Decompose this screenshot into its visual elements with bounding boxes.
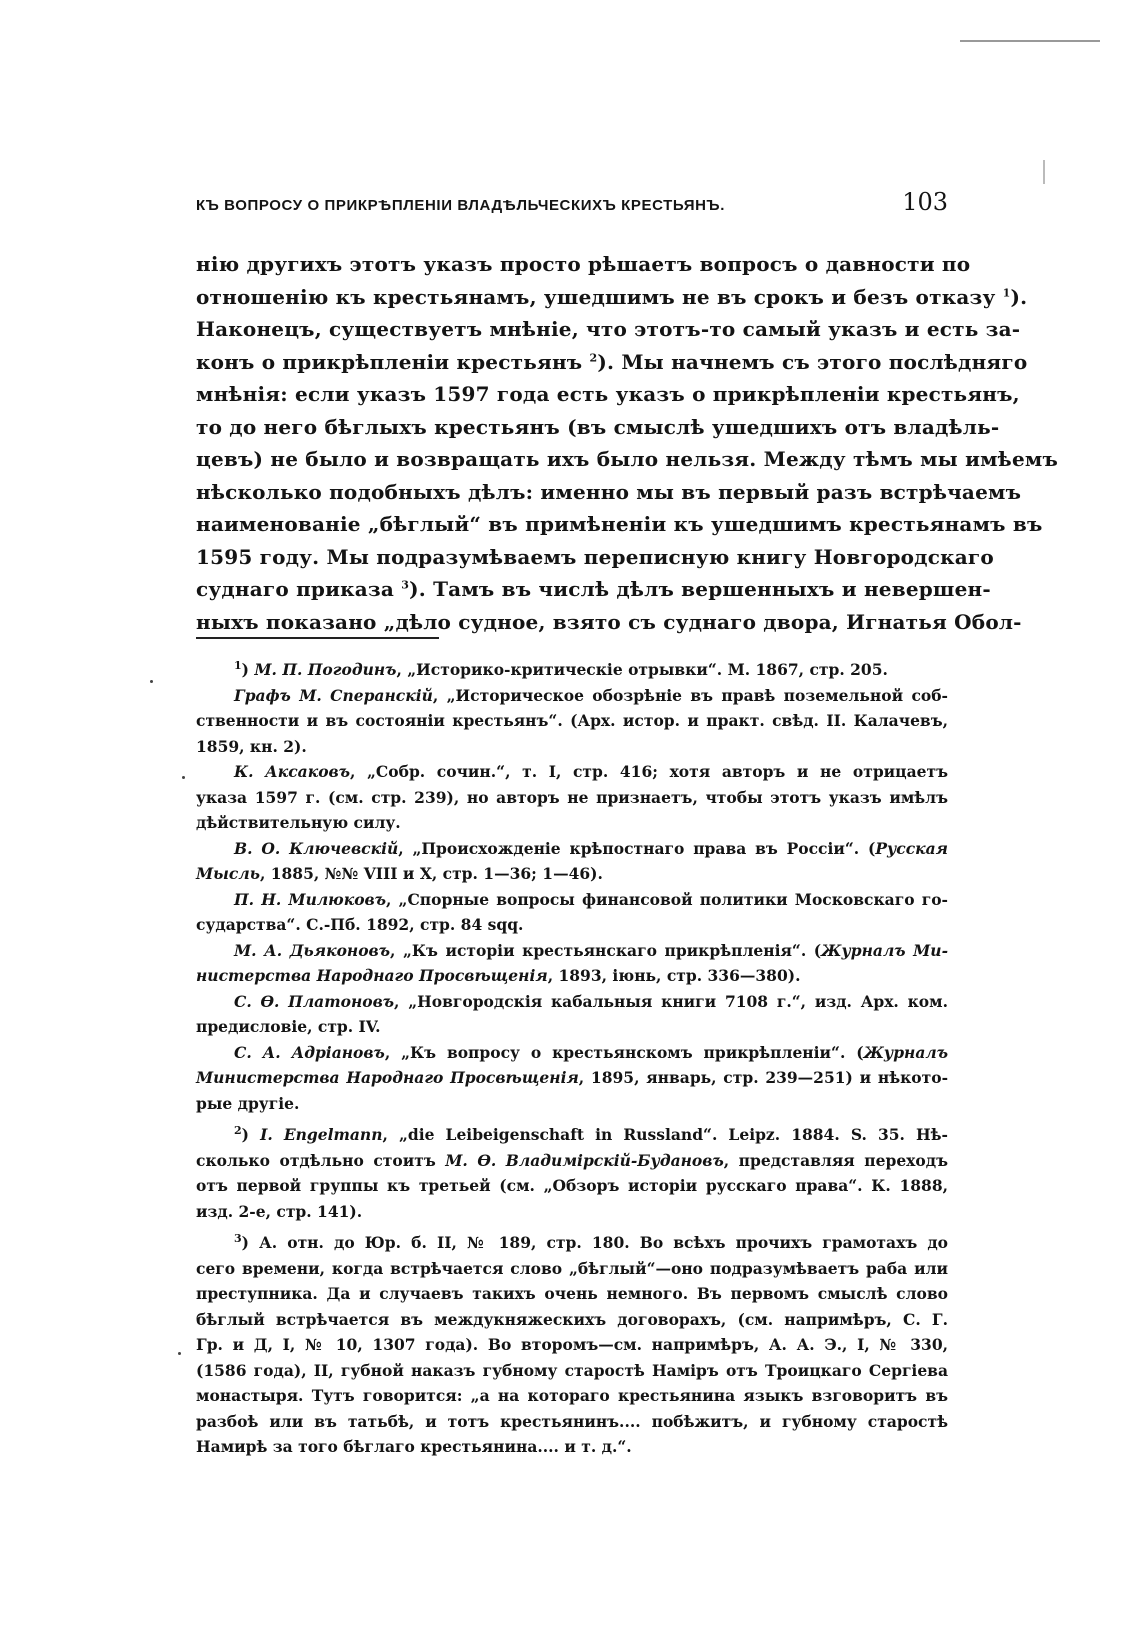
author: М. П. Погодинъ xyxy=(254,660,397,679)
author: П. Н. Милюковъ xyxy=(234,889,386,909)
scan-speck xyxy=(150,680,153,683)
footnote-ref: 3 xyxy=(401,578,410,592)
text-line: мнѣнія: если указъ 1597 года есть указъ о прикрѣпленіи крестьянъ, xyxy=(196,382,1020,406)
text-line: наименованіе „бѣглый“ въ примѣненіи къ ушедшимъ крестьянамъ въ xyxy=(196,512,1043,536)
footnote-3: $^3$) А. отн. до Юр. б. II, № 189, стр. 180. Во всѣхъ прочихъ грамотахъ до сего времени, когда встрѣчается слово „бѣглый“—оно подразумѣваетъ раба или преступника. Да и случаевъ такихъ очень немного. Въ первомъ смыслѣ слово бѣглый встрѣчается въ междукняжескихъ договорахъ, (см. напримѣръ, С. Г. Гр. и Д, I, № 10, 1307 года). Во второмъ—см. напримѣръ, А. А. Э., I, № 330, (1586 года), II, губной наказъ губному старостѣ Наміръ отъ Троицкаго Сергіева монастыря. Тутъ говорится: „а на котораго крестьянина языкъ взговоритъ въ разбоѣ или въ татьбѣ, и тотъ крестьянинъ.... побѣжитъ, и губному старостѣ Намирѣ за того бѣглаго крестьянина.... и т. д.“. xyxy=(196,1231,948,1456)
author: М. Ѳ. Владимірскій-Будановъ xyxy=(445,1150,724,1170)
page-number: 103 xyxy=(902,188,948,216)
footnotes xyxy=(196,657,948,1466)
running-title: КЪ ВОПРОСУ О ПРИКРѢПЛЕНІИ ВЛАДѢЛЬЧЕСКИХЪ КРЕСТЬЯНЪ. xyxy=(196,197,725,214)
text-line: конъ о прикрѣпленіи крестьянъ $^2$). Мы начнемъ съ этого послѣдняго xyxy=(196,349,1028,374)
scan-speck xyxy=(178,1352,181,1355)
scan-edge-mark xyxy=(1043,160,1045,184)
author: С. А. Адріановъ xyxy=(234,1042,385,1062)
author: С. Ѳ. Платоновъ xyxy=(234,991,395,1011)
scan-speck xyxy=(182,776,185,779)
footnote-ref: 1 xyxy=(1002,285,1011,299)
footnote-mark: 1 xyxy=(234,658,242,672)
text-line: цевъ) не было и возвращать ихъ было нельзя. Между тѣмъ мы имѣемъ xyxy=(196,447,1058,471)
author: К. Аксаковъ xyxy=(234,762,350,781)
footnote-2: $^2$) I. Engelmann, „die Leibeigenschaft in Russland“. Leipz. 1884. S. 35. Нѣ- сколько отдѣльно стоитъ М. Ѳ. Владимірскій-Будановъ, представляя переходъ отъ первой группы къ третьей (см. „Обзоръ исторіи русскаго права“. К. 1888, изд. 2-е, стр. 141). xyxy=(196,1123,948,1221)
footnote-1: $^1$) М. П. Погодинъ, „Историко-критическіе отрывки“. М. 1867, стр. 205. Графъ М. Сперанскій, „Историческое обозрѣніе въ правѣ поземельной соб- ственности и въ состояніи крестьянъ“. (Арх. истор. и практ. свѣд. II. Калачевъ, 1859, кн. 2). К. Аксаковъ, „Собр. сочин.“, т. I, стр. 416; хотя авторъ и не отрицаетъ указа 1597 г. (см. стр. 239), но авторъ не признаетъ, чтобы этотъ указъ имѣлъ дѣйствительную силу. В. О. Ключевскій, „Происхожденіе крѣпостнаго права въ Россіи“. (Русская Мысль, 1885, №№ VIII и X, стр. 1—36; 1—46). П. Н. Милюковъ, „Спорные вопросы финансовой политики Московскаго го- сударства“. С.-Пб. 1892, стр. 84 sqq. М. А. Дьяконовъ, „Къ исторіи крестьянскаго прикрѣпленія“. (Журналъ Ми- нистерства Народнаго Просвѣщенія, 1893, іюнь, стр. 336—380). С. Ѳ. Платоновъ, „Новгородскія кабальныя книги 7108 г.“, изд. Арх. ком. предисловіе, стр. IV. С. А. Адріановъ, „Къ вопросу о крестьянскомъ прикрѣпленіи“. (Журналъ Министерства Народнаго Просвѣщенія, 1895, январь, стр. 239—251) и нѣкото- рые другіе. xyxy=(196,658,949,1113)
text-line: ныхъ показано „дѣло судное, взято съ суднаго двора, Игнатья Обол- xyxy=(196,609,1022,634)
text-line: нію другихъ этотъ указъ просто рѣшаетъ вопросъ о давности по xyxy=(196,252,971,276)
footnote-mark: 2 xyxy=(234,1123,242,1137)
author: Графъ М. Сперанскій xyxy=(234,685,433,705)
text-line: Наконецъ, существуетъ мнѣніе, что этотъ-то самый указъ и есть за- xyxy=(196,317,1021,341)
footnote-ref: 2 xyxy=(589,350,598,364)
main-text xyxy=(196,248,1058,638)
author: В. О. Ключевскій xyxy=(234,838,399,858)
scan-edge-line xyxy=(960,40,1100,42)
text-line: нѣсколько подобныхъ дѣлъ: именно мы въ первый разъ встрѣчаемъ xyxy=(196,479,1022,504)
page-header xyxy=(196,188,948,222)
author: М. А. Дьяконовъ xyxy=(234,940,390,960)
footnote-divider xyxy=(196,637,439,639)
text-line: 1595 году. Мы подразумѣваемъ переписную книгу Новгородскаго xyxy=(196,544,994,569)
text-line: отношенію къ крестьянамъ, ушедшимъ не въ срокъ и безъ отказу $^1$). xyxy=(196,284,1028,309)
footnote-mark: 3 xyxy=(234,1231,242,1245)
author: I. Engelmann xyxy=(260,1125,383,1144)
text-line: то до него бѣглыхъ крестьянъ (въ смыслѣ ушедшихъ отъ владѣль- xyxy=(196,414,1000,439)
text-line: суднаго приказа $^3$). Тамъ въ числѣ дѣлъ вершенныхъ и невершен- xyxy=(196,577,991,601)
